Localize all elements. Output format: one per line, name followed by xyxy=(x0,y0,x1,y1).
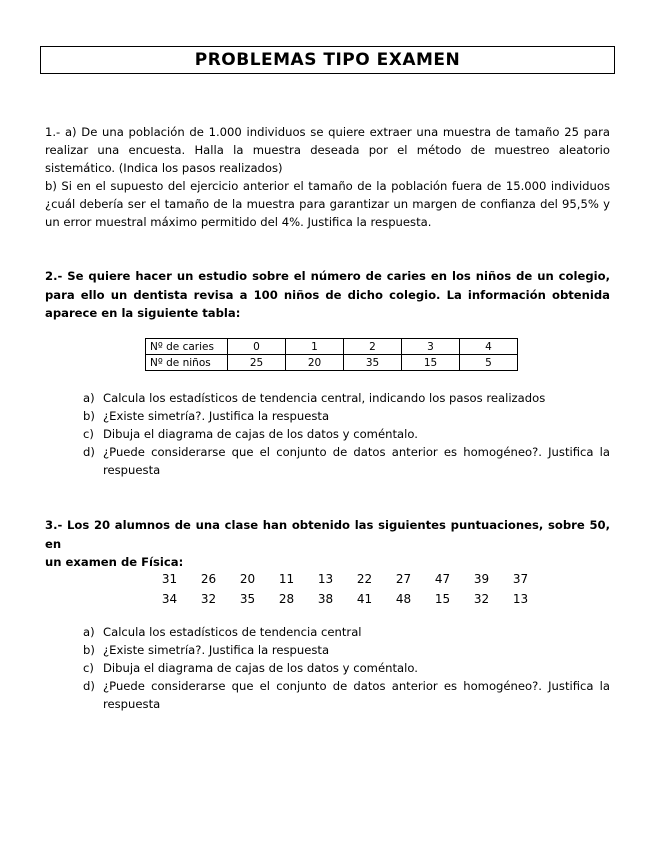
score-value: 41 xyxy=(356,592,373,606)
problem-2-statement xyxy=(45,267,610,323)
problem-1-line: sistemático. (Indica los pasos realizados) xyxy=(45,161,283,175)
list-item xyxy=(83,641,610,659)
score-value: 26 xyxy=(200,572,217,586)
score-value: 31 xyxy=(161,572,178,586)
table-cell: 0 xyxy=(228,339,286,355)
table-cell: 4 xyxy=(460,339,518,355)
score-value: 32 xyxy=(473,592,490,606)
list-item xyxy=(83,623,610,641)
list-item xyxy=(83,659,610,677)
table-cell: 35 xyxy=(344,355,402,371)
score-value: 39 xyxy=(473,572,490,586)
list-item xyxy=(83,677,610,713)
table-row-label: Nº de caries xyxy=(146,339,228,355)
list-item-text: ¿Puede considerarse que el conjunto de datos anterior es homogéneo?. Justifica la respuesta xyxy=(103,445,610,477)
table-cell: 2 xyxy=(344,339,402,355)
problem-1-line: un error muestral máximo permitido del 4%. Justifica la respuesta. xyxy=(45,215,432,229)
score-value: 34 xyxy=(161,592,178,606)
list-item xyxy=(83,443,610,479)
score-value: 27 xyxy=(395,572,412,586)
table-cell: 25 xyxy=(228,355,286,371)
problem-3-line: 3.- Los 20 alumnos de una clase han obtenido las siguientes puntuaciones, sobre 50, en xyxy=(45,518,610,551)
table-row xyxy=(146,339,518,355)
score-value: 28 xyxy=(278,592,295,606)
scores-row xyxy=(150,569,540,589)
list-item-text: Dibuja el diagrama de cajas de los datos y coméntalo. xyxy=(103,661,418,675)
list-item xyxy=(83,389,610,407)
list-item-letter: c) xyxy=(83,661,94,675)
list-item-letter: c) xyxy=(83,427,94,441)
title-box xyxy=(40,46,615,74)
table-row-label: Nº de niños xyxy=(146,355,228,371)
score-value: 15 xyxy=(434,592,451,606)
score-value: 20 xyxy=(239,572,256,586)
score-value: 47 xyxy=(434,572,451,586)
table-cell: 20 xyxy=(286,355,344,371)
list-item xyxy=(83,407,610,425)
list-item-letter: d) xyxy=(83,679,95,693)
problem-1-line: realizar una encuesta. Halla la muestra deseada por el método de muestreo aleatorio xyxy=(45,143,610,157)
caries-table xyxy=(145,338,518,371)
table-cell: 3 xyxy=(402,339,460,355)
scores-row xyxy=(150,589,540,609)
list-item-text: Calcula los estadísticos de tendencia central, indicando los pasos realizados xyxy=(103,391,546,405)
score-value: 37 xyxy=(512,572,529,586)
problem-3-questions xyxy=(83,623,610,713)
list-item-text: ¿Puede considerarse que el conjunto de datos anterior es homogéneo?. Justifica la respuesta xyxy=(103,679,610,711)
list-item xyxy=(83,425,610,443)
score-value: 22 xyxy=(356,572,373,586)
score-value: 32 xyxy=(200,592,217,606)
list-item-letter: b) xyxy=(83,643,95,657)
score-value: 38 xyxy=(317,592,334,606)
score-value: 11 xyxy=(278,572,295,586)
problem-1-line: ¿cuál debería ser el tamaño de la muestra para garantizar un margen de confianza del 95,5% y xyxy=(45,197,610,211)
problem-1 xyxy=(45,123,610,231)
scores-grid xyxy=(150,569,540,609)
list-item-text: Dibuja el diagrama de cajas de los datos y coméntalo. xyxy=(103,427,418,441)
problem-2-line: para ello un dentista revisa a 100 niños de dicho colegio. La información obtenida xyxy=(45,287,610,302)
list-item-letter: d) xyxy=(83,445,95,459)
page-title: PROBLEMAS TIPO EXAMEN xyxy=(194,50,461,70)
list-item-text: ¿Existe simetría?. Justifica la respuesta xyxy=(103,409,330,423)
problem-2-line: 2.- Se quiere hacer un estudio sobre el número de caries en los niños de un colegio, xyxy=(45,269,610,283)
score-value: 48 xyxy=(395,592,412,606)
list-item-text: Calcula los estadísticos de tendencia central xyxy=(103,625,362,639)
problem-2-line: aparece en la siguiente tabla: xyxy=(45,306,241,320)
problem-1-line: 1.- a) De una población de 1.000 individuos se quiere extraer una muestra de tamaño 25 para xyxy=(45,125,610,139)
score-value: 13 xyxy=(512,592,529,606)
problem-1-line: b) Si en el supuesto del ejercicio anterior el tamaño de la población fuera de 15.000 individuos xyxy=(45,179,610,193)
table-cell: 15 xyxy=(402,355,460,371)
problem-3-statement xyxy=(45,516,610,572)
list-item-letter: a) xyxy=(83,625,95,639)
table-cell: 5 xyxy=(460,355,518,371)
list-item-text: ¿Existe simetría?. Justifica la respuesta xyxy=(103,643,330,657)
problem-2-questions xyxy=(83,389,610,479)
score-value: 35 xyxy=(239,592,256,606)
score-value: 13 xyxy=(317,572,334,586)
problem-3-line: un examen de Física: xyxy=(45,555,184,569)
table-row xyxy=(146,355,518,371)
list-item-letter: a) xyxy=(83,391,95,405)
table-cell: 1 xyxy=(286,339,344,355)
list-item-letter: b) xyxy=(83,409,95,423)
